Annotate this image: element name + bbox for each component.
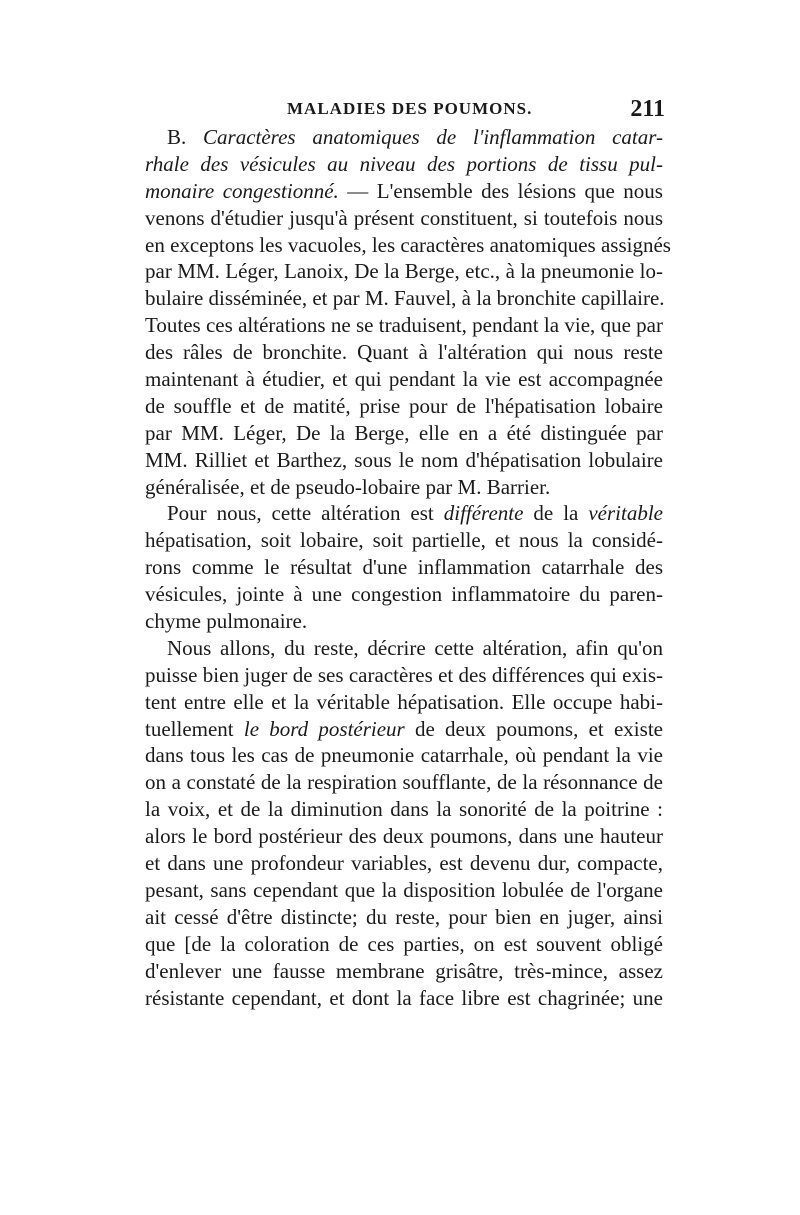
text-line (145, 312, 663, 339)
text-line (145, 662, 663, 689)
text-line (145, 339, 663, 366)
text-line (145, 689, 663, 716)
text-line (145, 258, 663, 285)
italic-text: différente (443, 501, 524, 526)
text-run: vésicules, jointe à une congestion inflammatoire du paren- (145, 582, 663, 607)
text-run: dans tous les cas de pneumonie catarrhale, où pendant la vie (145, 743, 663, 768)
text-run: hépatisation, soit lobaire, soit partielle, et nous la considé- (145, 528, 663, 553)
text-line (145, 420, 663, 447)
text-line (145, 877, 663, 904)
text-run: et dans une profondeur variables, est devenu dur, compacte, (145, 851, 663, 876)
text-run: que [de la coloration de ces parties, on est souvent obligé (145, 931, 663, 956)
text-run: par MM. Léger, Lanoix, De la Berge, etc., à la pneumonie lo- (145, 259, 663, 284)
text-run: bulaire disséminée, et par M. Fauvel, à la bronchite capillaire. (145, 286, 665, 311)
text-line (145, 850, 663, 877)
text-line (145, 447, 663, 474)
text-run: des râles de bronchite. Quant à l'altération qui nous reste (145, 340, 663, 365)
text-run: de la (523, 501, 589, 526)
text-run: puisse bien juger de ses caractères et des différences qui exis- (145, 662, 663, 687)
text-line (145, 151, 663, 178)
text-line (145, 796, 663, 823)
text-line (145, 635, 663, 662)
italic-text: le bord postérieur (243, 716, 405, 741)
text-run: d'enlever une fausse membrane grisâtre, très-mince, assez (145, 958, 663, 983)
text-run: généralisée, et de pseudo-lobaire par M. Barrier. (145, 474, 551, 499)
text-line (145, 500, 663, 527)
text-run: on a constaté de la respiration soufflante, de la résonnance de (145, 770, 663, 795)
italic-text: rhale des vésicules au niveau des portions de tissu pul- (145, 151, 663, 176)
running-title: MALADIES DES POUMONS. (287, 99, 533, 118)
text-run: MM. Rilliet et Barthez, sous le nom d'hépatisation lobulaire (145, 447, 663, 472)
page-number: 211 (630, 96, 665, 122)
text-run: tuellement (145, 716, 244, 741)
text-run: de deux poumons, et existe (404, 716, 663, 741)
text-run: Nous allons, du reste, décrire cette altération, afin qu'on (167, 635, 663, 660)
page-header (145, 96, 665, 126)
text-line (145, 366, 663, 393)
text-run: pesant, sans cependant que la disposition lobulée de l'organe (145, 877, 663, 902)
text-line (145, 716, 663, 743)
text-run: — L'ensemble des lésions que nous (338, 178, 663, 203)
text-run: Toutes ces altérations ne se traduisent, pendant la vie, que par (145, 313, 663, 338)
body-text (145, 124, 671, 1011)
text-line (145, 608, 663, 635)
text-line (145, 205, 663, 232)
text-run: Pour nous, cette altération est (167, 501, 444, 526)
italic-text: monaire congestionné. (145, 178, 339, 203)
text-line (145, 958, 663, 985)
text-line (145, 393, 663, 420)
text-line (145, 581, 663, 608)
text-run: ait cessé d'être distincte; du reste, pour bien en juger, ainsi (145, 904, 663, 929)
text-run: chyme pulmonaire. (145, 609, 308, 634)
text-line (145, 742, 663, 769)
text-line (145, 904, 663, 931)
text-line (145, 285, 663, 312)
text-line (145, 178, 663, 205)
text-line (145, 554, 663, 581)
italic-text: Caractères anatomiques de l'inflammation catar- (203, 125, 664, 149)
text-run: en exceptons les vacuoles, les caractères anatomiques assignés (145, 232, 671, 257)
text-line (145, 232, 671, 259)
text-run: tent entre elle et la véritable hépatisation. Elle occupe habi- (145, 689, 663, 714)
text-run: la voix, et de la diminution dans la sonorité de la poitrine : (145, 797, 663, 822)
text-line (145, 985, 663, 1012)
text-run: rons comme le résultat d'une inflammation catarrhale des (145, 555, 663, 580)
text-line (145, 527, 663, 554)
text-run: maintenant à étudier, et qui pendant la vie est accompagnée (145, 367, 663, 392)
text-run: B. (167, 125, 204, 149)
text-run: alors le bord postérieur des deux poumons, dans une hauteur (145, 824, 663, 849)
text-line (145, 769, 663, 796)
text-line (145, 931, 663, 958)
italic-text: véritable (588, 501, 663, 526)
text-line (145, 474, 663, 501)
text-line (145, 823, 663, 850)
text-run: par MM. Léger, De la Berge, elle en a été distinguée par (145, 420, 663, 445)
text-run: venons d'étudier jusqu'à présent constituent, si toutefois nous (145, 205, 663, 230)
text-line (145, 124, 663, 151)
text-run: de souffle et de matité, prise pour de l'hépatisation lobaire (145, 393, 663, 418)
text-run: résistante cependant, et dont la face libre est chagrinée; une (145, 985, 663, 1010)
